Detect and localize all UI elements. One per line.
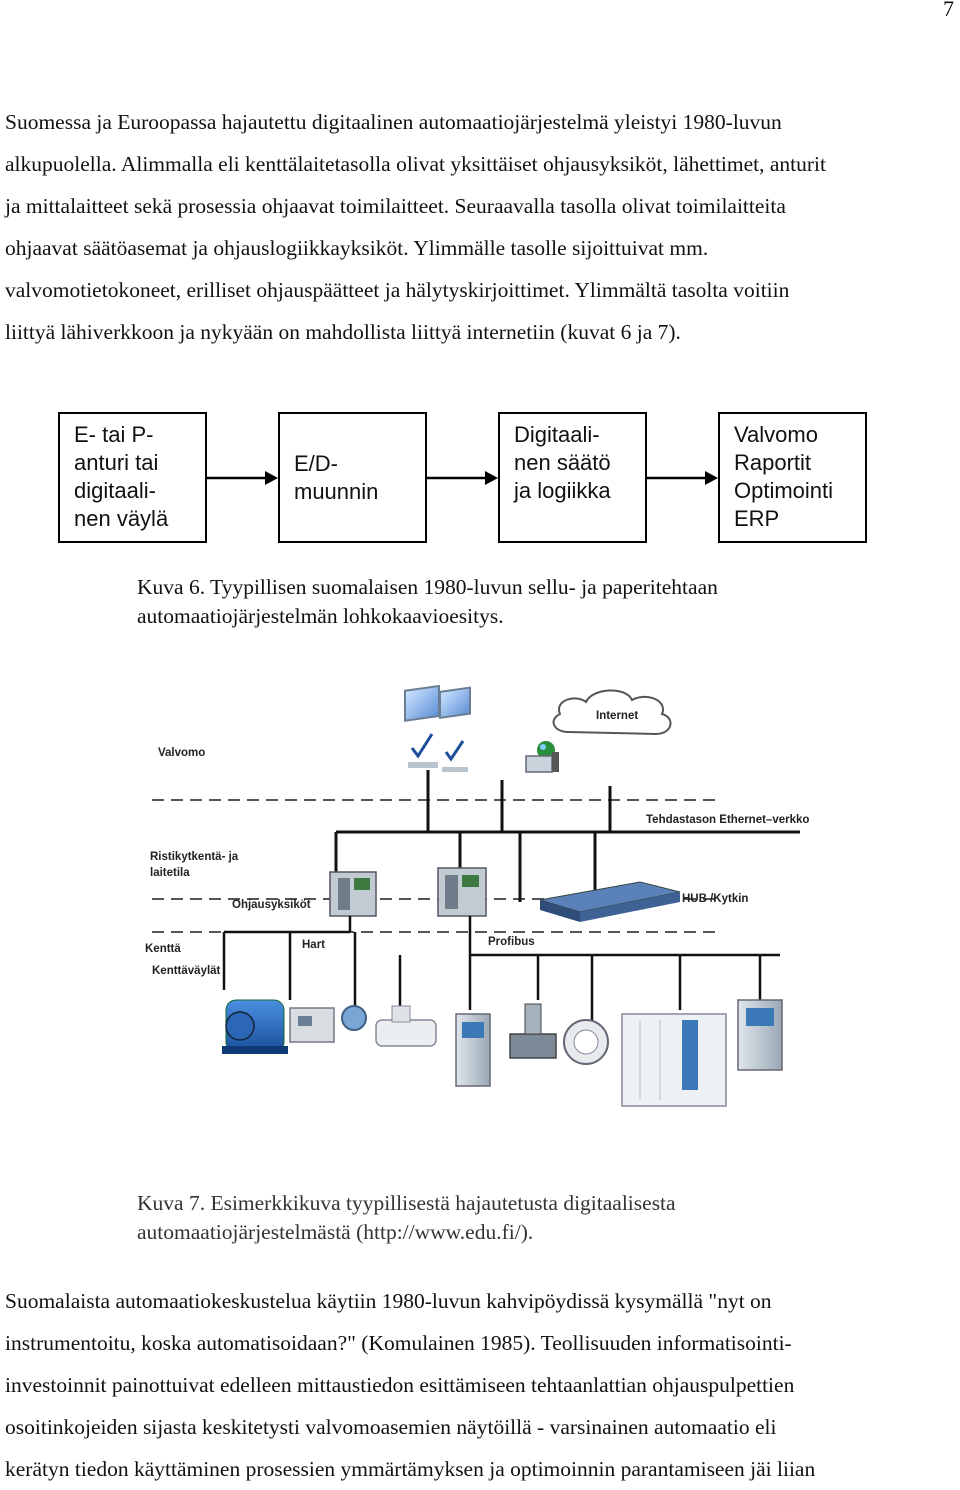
hart-label: Hart: [302, 939, 326, 951]
monitor-icon: [405, 686, 439, 768]
ethernet-label: Tehdastason Ethernet–verkko: [646, 814, 810, 826]
internet-label: Internet: [596, 710, 639, 722]
text-line: alkupuolella. Alimmalla eli kenttälaitetasolla olivat yksittäiset ohjausyksiköt, lähettimet, anturit: [5, 152, 826, 176]
controller-icon: [330, 872, 376, 916]
block-converter: [278, 412, 427, 543]
hub-label: HUB /Kytkin: [682, 893, 749, 905]
caption-line: Kuva 6. Tyypillisen suomalaisen 1980-luvun sellu- ja paperitehtaan: [137, 575, 718, 599]
block-text: Optimointi: [734, 478, 834, 503]
arrow-right-icon: [207, 470, 278, 486]
positioner-icon: [290, 1008, 334, 1042]
valvomo-label: Valvomo: [158, 747, 206, 759]
text-line: liittyä lähiverkkoon ja nykyään on mahdollista liittyä internetiin (kuvat 6 ja 7).: [5, 320, 681, 344]
block-text: nen säätö: [514, 450, 611, 475]
profibus-label: Profibus: [488, 936, 535, 948]
text-line: ohjaavat säätöasemat ja ohjauslogiikkayksiköt. Ylimmälle tasolle sijoittuivat mm.: [5, 236, 709, 260]
text-line: ja mittalaitteet sekä prosessia ohjaavat toimilaitteet. Seuraavalla tasolla olivat toimilaitteita: [5, 194, 786, 218]
block-text: Digitaali-: [514, 422, 600, 447]
page-number: 7: [943, 0, 954, 21]
frequency-drive-icon: [738, 1000, 782, 1070]
laitetila-label: laitetila: [150, 867, 190, 879]
sensor-icon: [342, 1006, 366, 1030]
hub-switch-icon: [540, 882, 680, 922]
block-sensor: [58, 412, 207, 543]
block-text: muunnin: [294, 479, 379, 504]
electric-motor-icon: [222, 1000, 288, 1054]
block-text: ERP: [734, 506, 780, 531]
text-line: valvomotietokoneet, erilliset ohjauspäätteet ja hälytyskirjoittimet. Ylimmältä tasolta voitiin: [5, 278, 790, 302]
kentta-label: Kenttä: [145, 943, 181, 955]
block-text: nen väylä: [74, 506, 169, 531]
block-text: ja logiikka: [514, 478, 611, 503]
block-text: E- tai P-: [74, 422, 154, 447]
block-control: [498, 412, 647, 543]
butterfly-valve-icon: [564, 1020, 608, 1064]
automation-system-figure: [140, 670, 810, 1115]
intro-paragraph: [5, 101, 950, 353]
block-text: digitaali-: [74, 478, 156, 503]
figure-7-caption: [137, 1189, 676, 1247]
block-text: anturi tai: [74, 450, 159, 475]
block-text: Raportit: [734, 450, 812, 475]
arrow-right-icon: [647, 470, 718, 486]
block-text: E/D-: [294, 451, 338, 476]
flowmeter-icon: [376, 1006, 436, 1046]
caption-line: automaatiojärjestelmän lohkokaavioesitys.: [137, 604, 504, 628]
text-line: Suomalaista automaatiokeskustelua käytiin 1980-luvun kahvipöydissä kysymällä "nyt on: [5, 1289, 772, 1313]
caption-line: automaatiojärjestelmästä (http://www.edu.fi/).: [137, 1220, 534, 1244]
drive-cabinet-icon: [622, 1014, 726, 1106]
caption-line: Kuva 7. Esimerkkikuva tyypillisestä hajautetusta digitaalisesta: [137, 1191, 676, 1215]
block-text: Valvomo: [734, 422, 818, 447]
block-control-room: [718, 412, 867, 543]
kenttavaylat-label: Kenttäväylät: [152, 965, 221, 977]
text-line: kerätyn tiedon käyttäminen prosessien ymmärtämyksen ja optimoinnin parantamiseen jäi liian: [5, 1457, 816, 1481]
controller-icon: [438, 868, 486, 916]
figure-6-caption: [137, 573, 718, 631]
ristikytkenta-label: Ristikytkentä- ja: [150, 851, 239, 863]
text-line: instrumentoitu, koska automatisoidaan?" (Komulainen 1985). Teollisuuden informatisointi-: [5, 1331, 792, 1355]
ohjausyksikot-label: Ohjausyksiköt: [232, 899, 311, 911]
frequency-drive-icon: [456, 1014, 490, 1086]
arrow-right-icon: [427, 470, 498, 486]
text-line: Suomessa ja Euroopassa hajautettu digitaalinen automaatiojärjestelmä yleistyi 1980-luvun: [5, 110, 782, 134]
monitor-icon: [440, 688, 470, 772]
valve-icon: [510, 1004, 556, 1058]
discussion-paragraph: [5, 1280, 950, 1490]
text-line: investoinnit painottuivat edelleen mittaustiedon esittämiseen tehtaanlattian ohjauspulpettien: [5, 1373, 795, 1397]
text-line: osoitinkojeiden sijasta keskitetysti valvomoasemien näytöillä - varsinainen automaatio eli: [5, 1415, 777, 1439]
